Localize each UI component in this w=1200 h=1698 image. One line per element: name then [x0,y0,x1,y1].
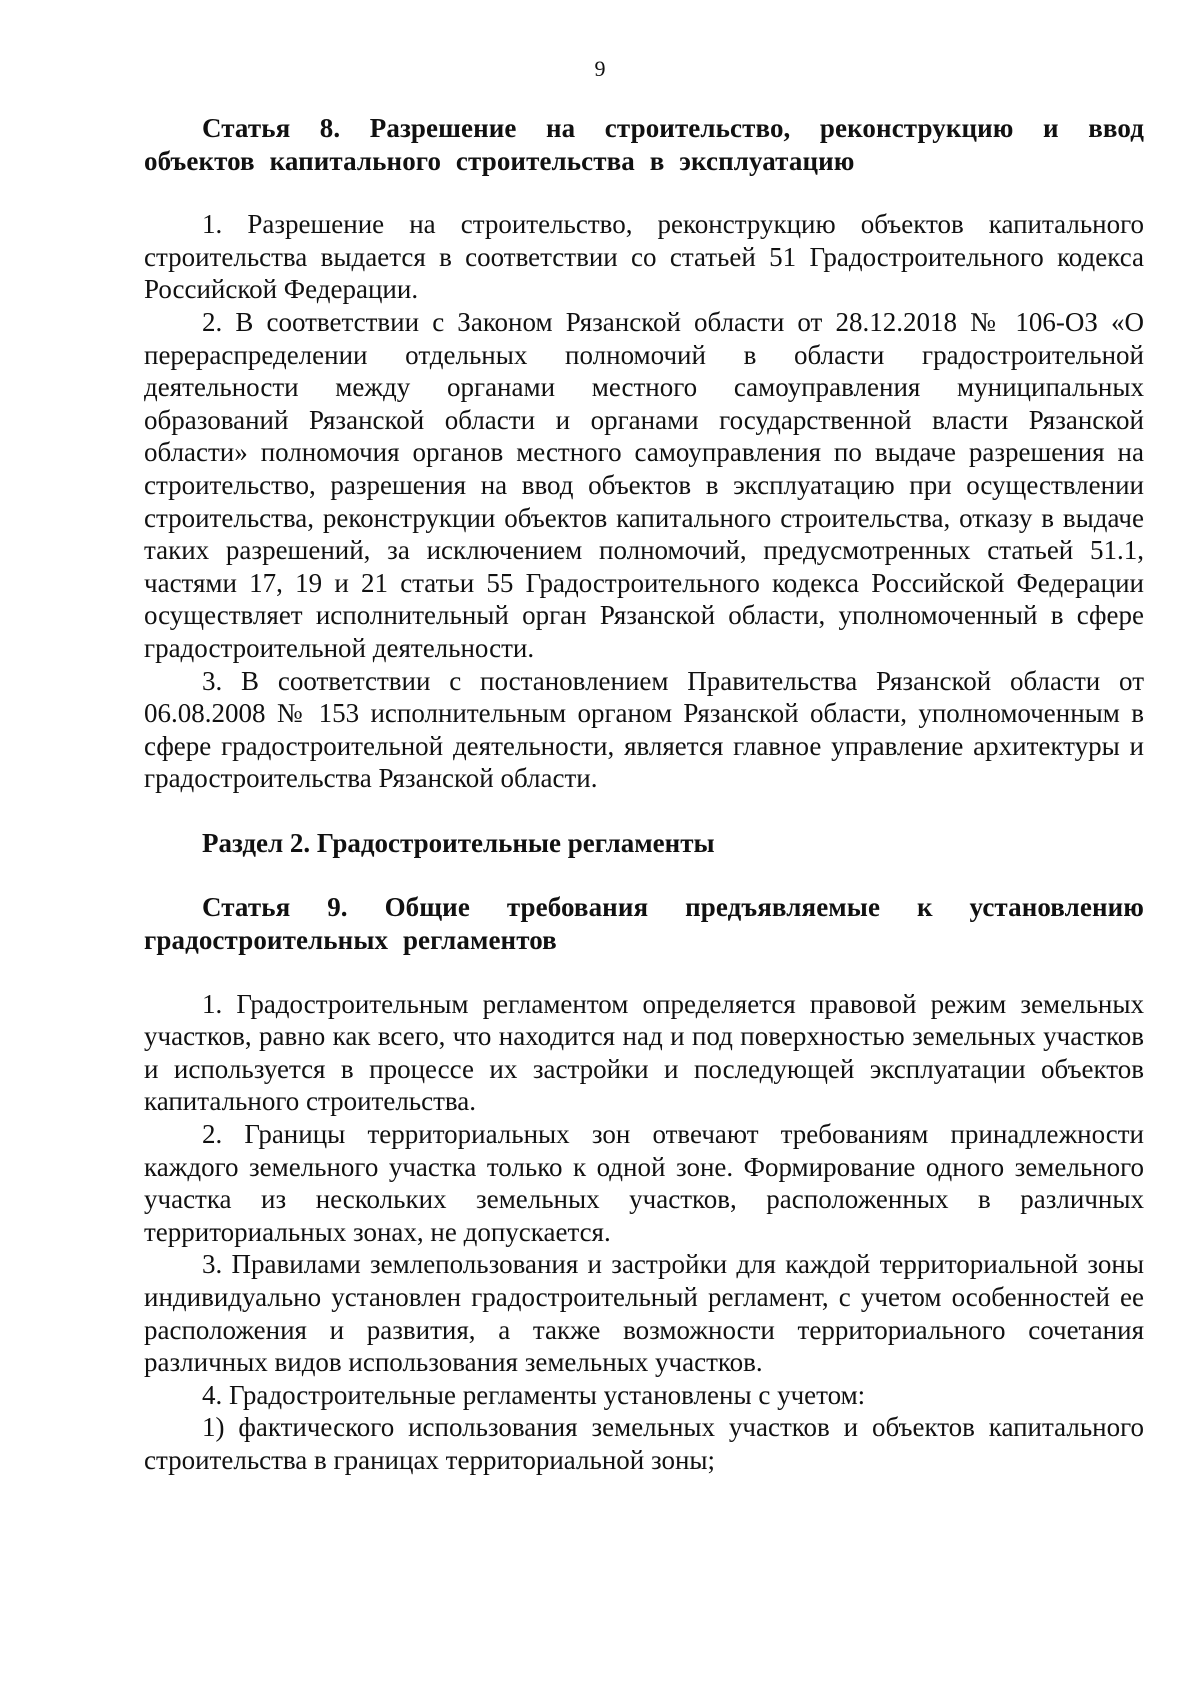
document-body [144,112,1144,1477]
article-9-paragraph-3: 3. Правилами землепользования и застройки для каждой территориальной зоны индивидуально установлен градостроительный регламент, с учетом особенностей ее расположения и развития, а также возможности территориального сочетания различных видов использования земельных участков. [144,1249,1144,1378]
article-9-heading: Статья 9. Общие требования предъявляемые к установлению градостроительных регламентов [144,892,1144,956]
section-2-title: Раздел 2. Градостроительные регламенты [202,827,715,858]
article-8-paragraph-3: 3. В соответствии с постановлением Правительства Рязанской области от 06.08.2008 № 153 исполнительным органом Рязанской области, уполномоченным в сфере градостроительной деятельности, является главное управление архитектуры и градостроительства Рязанской области. [144,665,1144,794]
article-9-paragraph-4: 4. Градостроительные регламенты установлены с учетом: [202,1379,866,1410]
article-9-paragraph-1: 1. Градостроительным регламентом определяется правовой режим земельных участков, равно как всего, что находится над и под поверхностью земельных участков и используется в процессе их застройки и последующей эксплуатации объектов капитального строительства. [144,988,1144,1117]
article-8-paragraph-2: 2. В соответствии с Законом Рязанской области от 28.12.2018 № 106-ОЗ «О перераспределении отдельных полномочий в области градостроительной деятельности между органами местного самоуправления муниципальных образований Рязанской области и органами государственной власти Рязанской области» полномочия органов местного самоуправления по выдаче разрешения на строительство, разрешения на ввод объектов в эксплуатацию при осуществлении строительства, реконструкции объектов капитального строительства, отказу в выдаче таких разрешений, за исключением полномочий, предусмотренных статьей 51.1, частями 17, 19 и 21 статьи 55 Градостроительного кодекса Российской Федерации осуществляет исполнительный орган Рязанской области, уполномоченный в сфере градостроительной деятельности. [144,306,1144,663]
article-9 [144,891,1144,1476]
article-8 [144,112,1144,795]
article-8-paragraph-1: 1. Разрешение на строительство, реконструкцию объектов капитального строительства выдается в соответствии со статьей 51 Градостроительного кодекса Российской Федерации. [144,209,1144,305]
article-9-paragraph-2: 2. Границы территориальных зон отвечают требованиям принадлежности каждого земельного участка только к одной зоне. Формирование одного земельного участка из нескольких земельных участков, расположенных в различных территориальных зонах, не допускается. [144,1119,1144,1247]
page-number: 9 [594,56,606,81]
article-8-heading: Статья 8. Разрешение на строительство, реконструкцию и ввод объектов капитального строительства в эксплуатацию [144,113,1144,176]
article-9-paragraph-5: 1) фактического использования земельных участков и объектов капитального строительства в границах территориальной зоны; [144,1412,1144,1475]
